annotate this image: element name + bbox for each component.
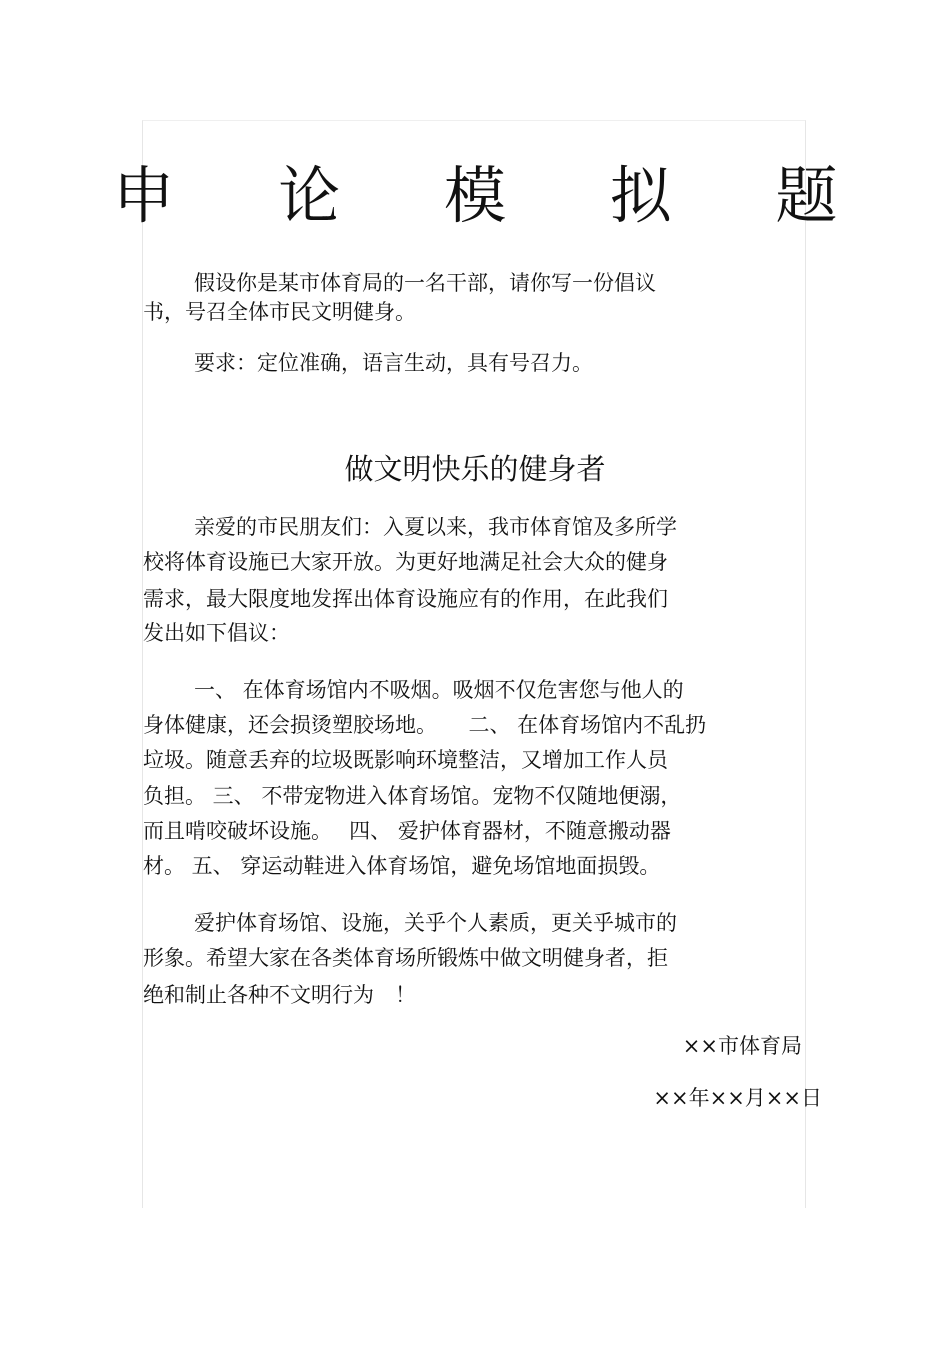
- prompt-line-2: 书，号召全体市民文明健身。: [143, 300, 416, 324]
- closing-line-2: 形象。希望大家在各类体育场所锻炼中做文明健身者，拒: [143, 946, 668, 970]
- intro-line-2: 校将体育设施已大家开放。为更好地满足社会大众的健身: [143, 550, 668, 574]
- essay-title: 做文明快乐的健身者: [344, 452, 606, 486]
- intro-line-1: 亲爱的市民朋友们：入夏以来，我市体育馆及多所学: [194, 515, 677, 539]
- intro-line-4: 发出如下倡议：: [143, 621, 290, 645]
- closing-line-3: 绝和制止各种不文明行为 ！: [143, 983, 416, 1007]
- items-line-2: 身体健康，还会损烫塑胶场地。 二、 在体育场馆内不乱扔: [143, 713, 707, 737]
- items-line-6: 材。 五、 穿运动鞋进入体育场馆，避免场馆地面损毁。: [143, 854, 661, 878]
- items-line-3: 垃圾。随意丢弃的垃圾既影响环境整洁，又增加工作人员: [143, 748, 668, 772]
- items-line-1: 一、 在体育场馆内不吸烟。吸烟不仅危害您与他人的: [194, 678, 684, 702]
- items-line-4: 负担。 三、 不带宠物进入体育场馆。宠物不仅随地便溺，: [143, 784, 682, 808]
- signature: ××市体育局: [682, 1034, 802, 1058]
- intro-line-3: 需求，最大限度地发挥出体育设施应有的作用，在此我们: [143, 587, 668, 611]
- prompt-line-1: 假设你是某市体育局的一名干部，请你写一份倡议: [194, 271, 656, 295]
- closing-line-1: 爱护体育场馆、设施，关乎个人素质，更关乎城市的: [194, 911, 677, 935]
- requirement-text: 要求：定位准确，语言生动，具有号召力。: [194, 351, 593, 375]
- date: ××年××月××日: [653, 1086, 822, 1110]
- main-title: 申 论 模 拟 题: [112, 159, 880, 232]
- items-line-5: 而且啃咬破坏设施。 四、 爱护体育器材，不随意搬动器: [143, 819, 671, 843]
